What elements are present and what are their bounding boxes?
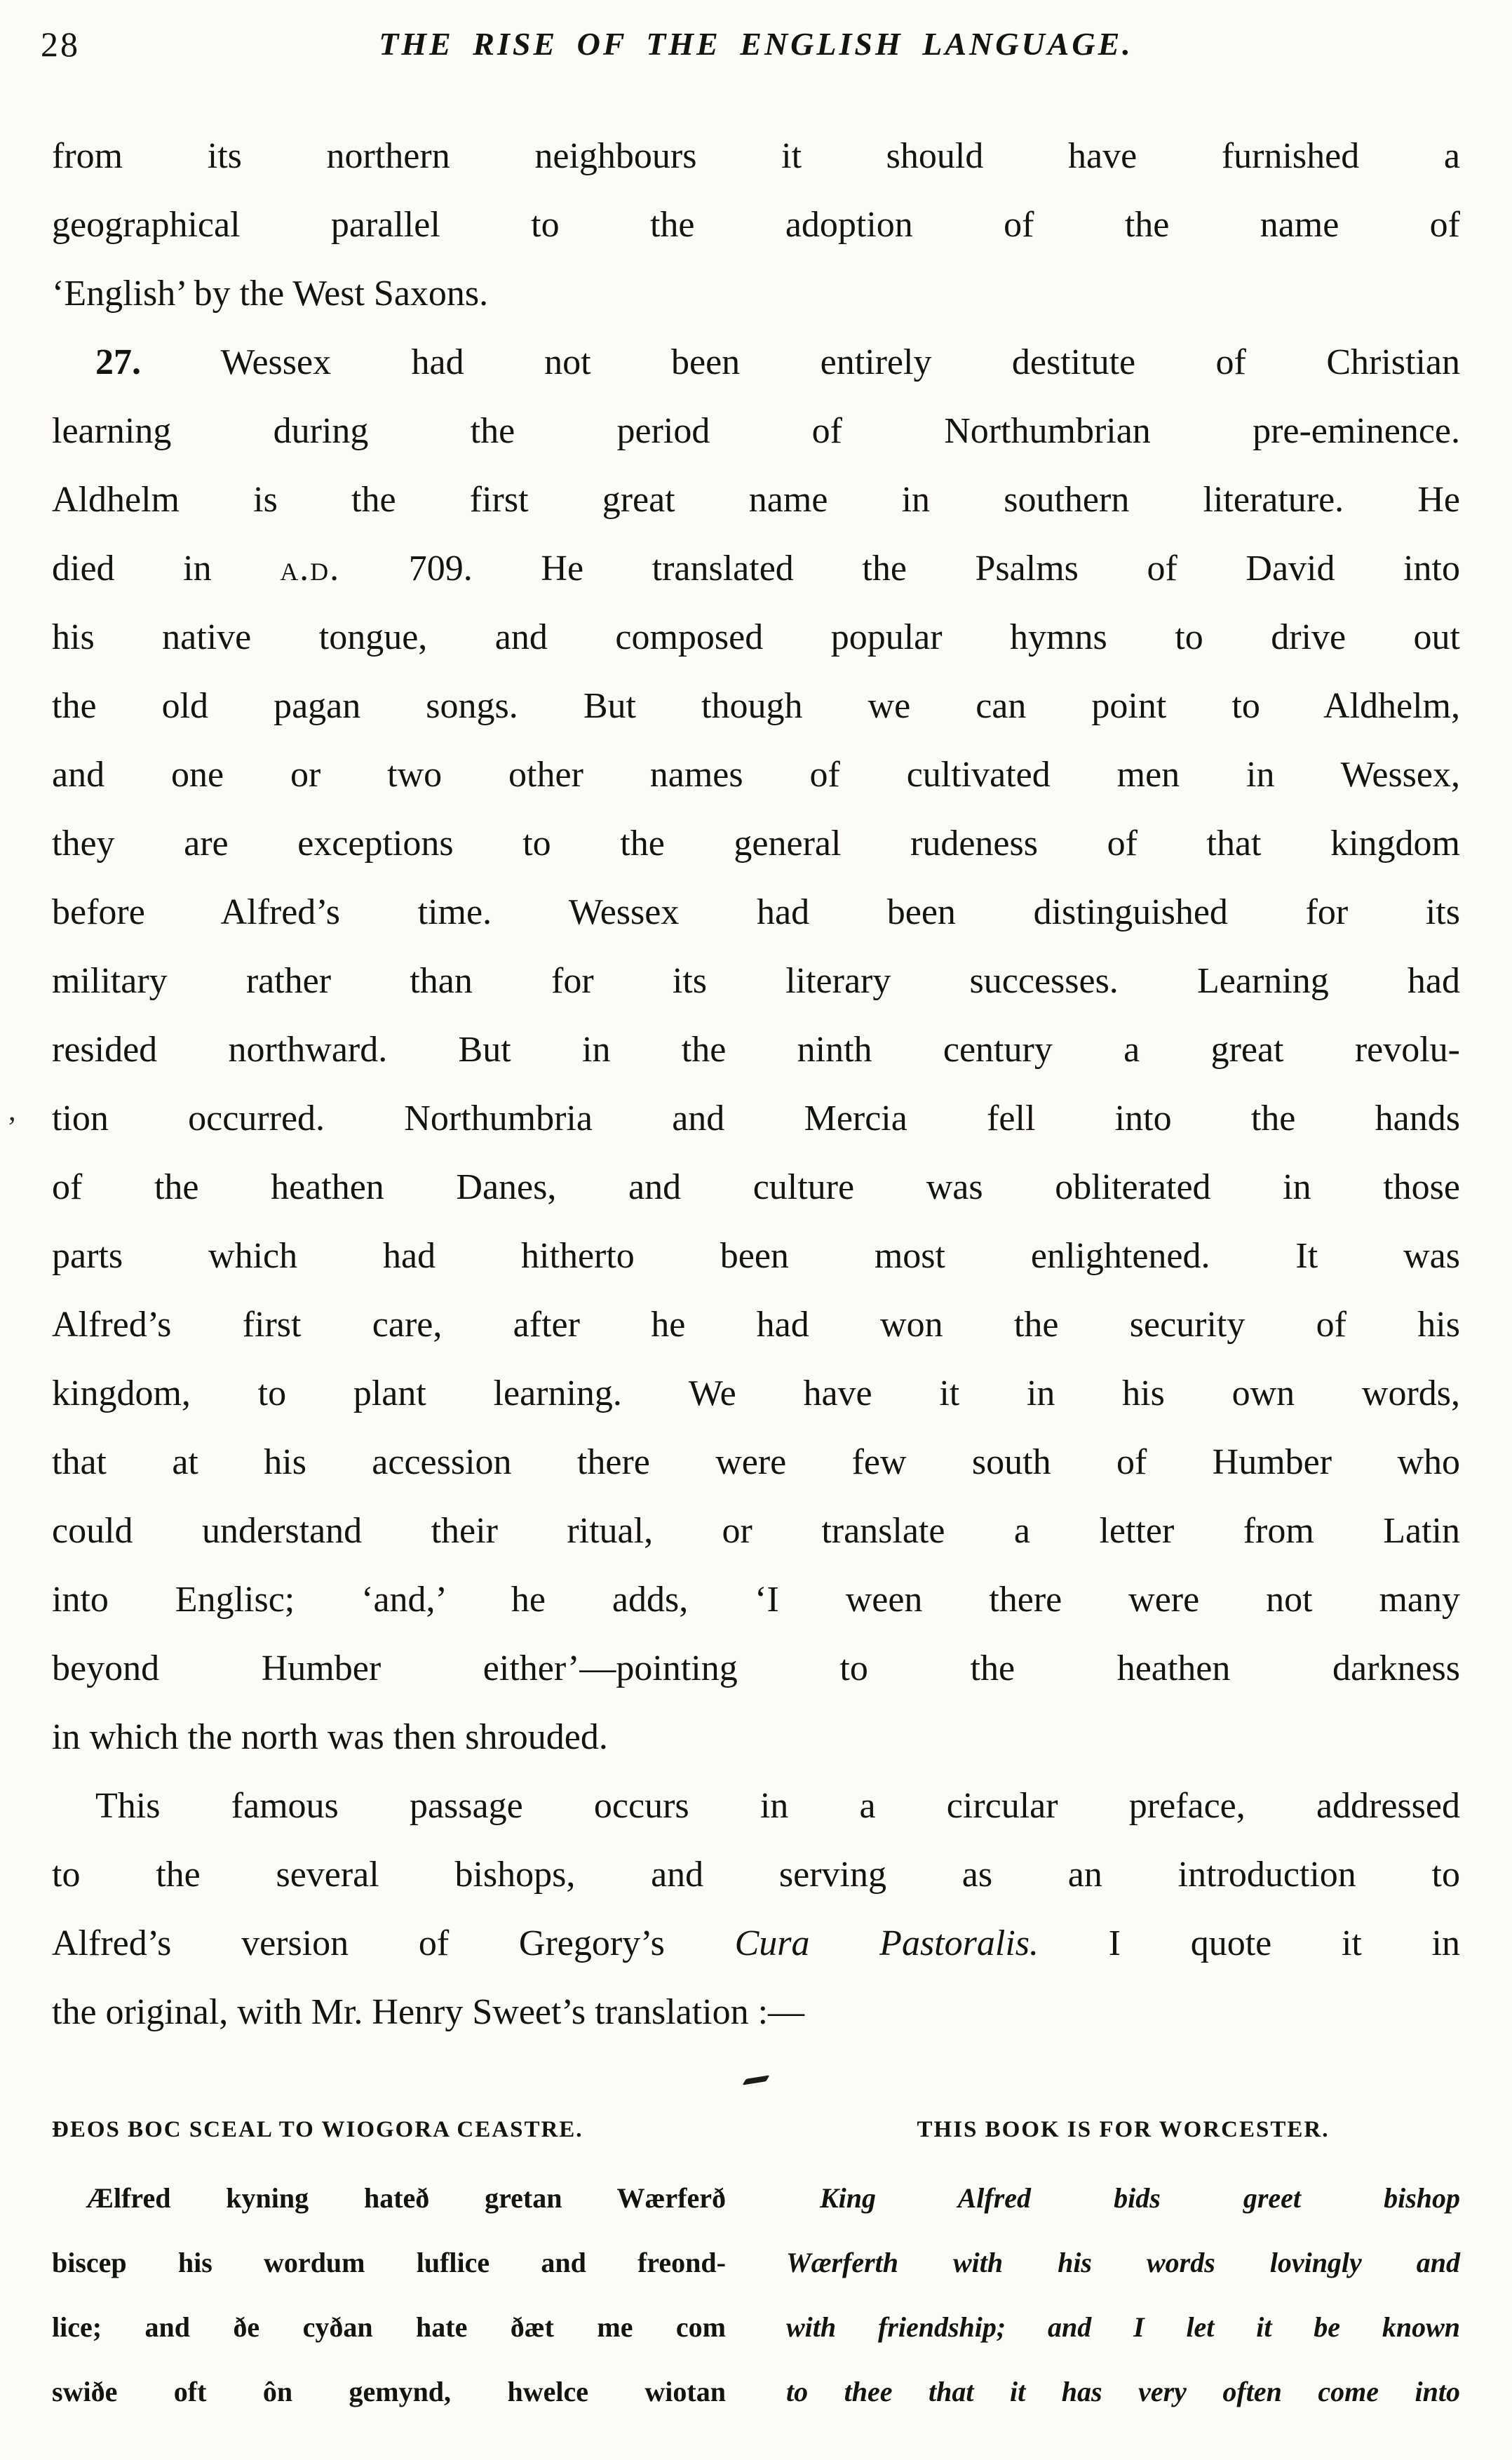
- text-segment: with friendship; and I let it be known: [786, 2311, 1460, 2343]
- text-line: [52, 1291, 1460, 1359]
- page-number: 28: [41, 25, 80, 64]
- text-line: [52, 535, 1460, 603]
- body-text: [52, 122, 1460, 2047]
- text-line: [52, 1222, 1460, 1291]
- text-line: [52, 672, 1460, 741]
- text-segment: I quote it in: [1039, 1923, 1460, 1963]
- old-english-column: [52, 2114, 726, 2424]
- text-segment: Ælfred kyning hateð gretan Wærferð: [86, 2182, 726, 2214]
- text-segment: of the heathen Danes, and culture was obliterated in those: [52, 1167, 1460, 1207]
- text-line: [52, 2360, 726, 2424]
- text-line: [52, 947, 1460, 1016]
- text-line: [52, 1359, 1460, 1428]
- running-head: [0, 0, 1512, 93]
- text-line: [52, 2166, 726, 2231]
- scan-ink-artifact: ‚: [7, 1095, 17, 1127]
- text-line: [52, 2295, 726, 2360]
- text-segment: beyond Humber either’—pointing to the heathen darkness: [52, 1648, 1460, 1688]
- text-segment: geographical parallel to the adoption of the name of: [52, 205, 1460, 245]
- italic-text: Cura Pastoralis.: [734, 1923, 1039, 1963]
- text-segment: lice; and ðe cyðan hate ðæt me com: [52, 2311, 726, 2343]
- text-segment: King Alfred bids greet bishop: [820, 2182, 1460, 2214]
- text-line: [786, 2231, 1460, 2295]
- text-segment: resided northward. But in the ninth century a great revolu-: [52, 1030, 1460, 1070]
- text-segment: died in: [52, 549, 281, 589]
- text-line: [52, 1978, 1460, 2047]
- text-line: [52, 1497, 1460, 1566]
- running-title: THE RISE OF THE ENGLISH LANGUAGE.: [379, 26, 1133, 62]
- text-segment: could understand their ritual, or translate a letter from Latin: [52, 1511, 1460, 1551]
- text-line: [52, 1084, 1460, 1153]
- text-line: [52, 1909, 1460, 1978]
- text-line: [52, 603, 1460, 672]
- paragraph-intro-quote: [52, 1772, 1460, 2047]
- text-line: [52, 1016, 1460, 1084]
- text-line: [52, 2231, 726, 2295]
- paragraph-continuation: [52, 122, 1460, 328]
- old-english-column-header: ÐEOS BOC SCEAL TO WIOGORA CEASTRE.: [52, 2117, 583, 2142]
- text-segment: and one or two other names of cultivated men in Wessex,: [52, 755, 1460, 795]
- text-line: [52, 809, 1460, 878]
- text-line: [52, 397, 1460, 466]
- text-segment: tion occurred. Northumbria and Mercia fell into the hands: [52, 1098, 1460, 1138]
- text-segment: 709. He translated the Psalms of David into: [340, 549, 1460, 589]
- text-segment: Wessex had not been entirely destitute of Christian: [141, 342, 1460, 382]
- text-segment: they are exceptions to the general rudeness of that kingdom: [52, 824, 1460, 863]
- text-line: [52, 1772, 1460, 1841]
- text-segment: before Alfred’s time. Wessex had been distinguished for its: [52, 892, 1460, 932]
- text-line: [52, 878, 1460, 947]
- paragraph-section-27: [52, 328, 1460, 1772]
- text-segment: parts which had hitherto been most enlightened. It was: [52, 1236, 1460, 1276]
- translation-column: [786, 2114, 1460, 2424]
- text-segment: Alfred’s version of Gregory’s: [52, 1923, 735, 1963]
- text-segment: the original, with Mr. Henry Sweet’s translation :—: [52, 1992, 805, 2032]
- text-line: [52, 122, 1460, 191]
- text-segment: This famous passage occurs in a circular preface, addressed: [95, 1786, 1460, 1826]
- text-segment: swiðe oft ôn gemynd, hwelce wiotan: [52, 2376, 726, 2407]
- text-segment: ‘English’ by the West Saxons.: [52, 274, 489, 314]
- text-segment: to thee that it has very often come into: [786, 2376, 1460, 2407]
- text-segment: Aldhelm is the first great name in southern literature. He: [52, 480, 1460, 520]
- text-line: [52, 466, 1460, 535]
- text-segment: military rather than for its literary successes. Learning had: [52, 961, 1460, 1001]
- text-segment: Alfred’s first care, after he had won the security of his: [52, 1305, 1460, 1345]
- text-line: [52, 1566, 1460, 1634]
- text-line: [52, 1703, 1460, 1772]
- text-segment: the old pagan songs. But though we can point to Aldhelm,: [52, 686, 1460, 726]
- translation-column-header: THIS BOOK IS FOR WORCESTER.: [917, 2117, 1330, 2142]
- text-segment: his native tongue, and composed popular hymns to drive out: [52, 617, 1460, 657]
- text-segment: learning during the period of Northumbrian pre-eminence.: [52, 411, 1460, 451]
- text-line: [52, 1841, 1460, 1909]
- text-segment: into Englisc; ‘and,’ he adds, ‘I ween there were not many: [52, 1580, 1460, 1620]
- text-segment: from its northern neighbours it should have furnished a: [52, 136, 1460, 176]
- text-segment: that at his accession there were few south of Humber who: [52, 1442, 1460, 1482]
- bold-text: 27.: [95, 342, 141, 382]
- text-segment: to the several bishops, and serving as an introduction to: [52, 1855, 1460, 1895]
- text-line: [52, 741, 1460, 809]
- text-line: [52, 260, 1460, 328]
- text-segment: Wærferth with his words lovingly and: [786, 2247, 1460, 2278]
- text-segment: in which the north was then shrouded.: [52, 1717, 608, 1757]
- smallcaps-text: a.d.: [280, 549, 341, 589]
- text-line: [786, 2295, 1460, 2360]
- old-english-column-body: [52, 2166, 726, 2424]
- parallel-text-columns: [52, 2114, 1460, 2424]
- section-ornament: [0, 2052, 1512, 2107]
- text-line: [786, 2166, 1460, 2231]
- text-segment: kingdom, to plant learning. We have it in his own words,: [52, 1373, 1460, 1413]
- printer-ornament-icon: [743, 2075, 770, 2085]
- text-segment: biscep his wordum luflice and freond-: [52, 2247, 726, 2278]
- text-line: [52, 1153, 1460, 1222]
- text-line: [52, 328, 1460, 397]
- text-line: [52, 1428, 1460, 1497]
- text-line: [786, 2360, 1460, 2424]
- text-line: [52, 1634, 1460, 1703]
- text-line: [52, 191, 1460, 260]
- translation-column-body: [786, 2166, 1460, 2424]
